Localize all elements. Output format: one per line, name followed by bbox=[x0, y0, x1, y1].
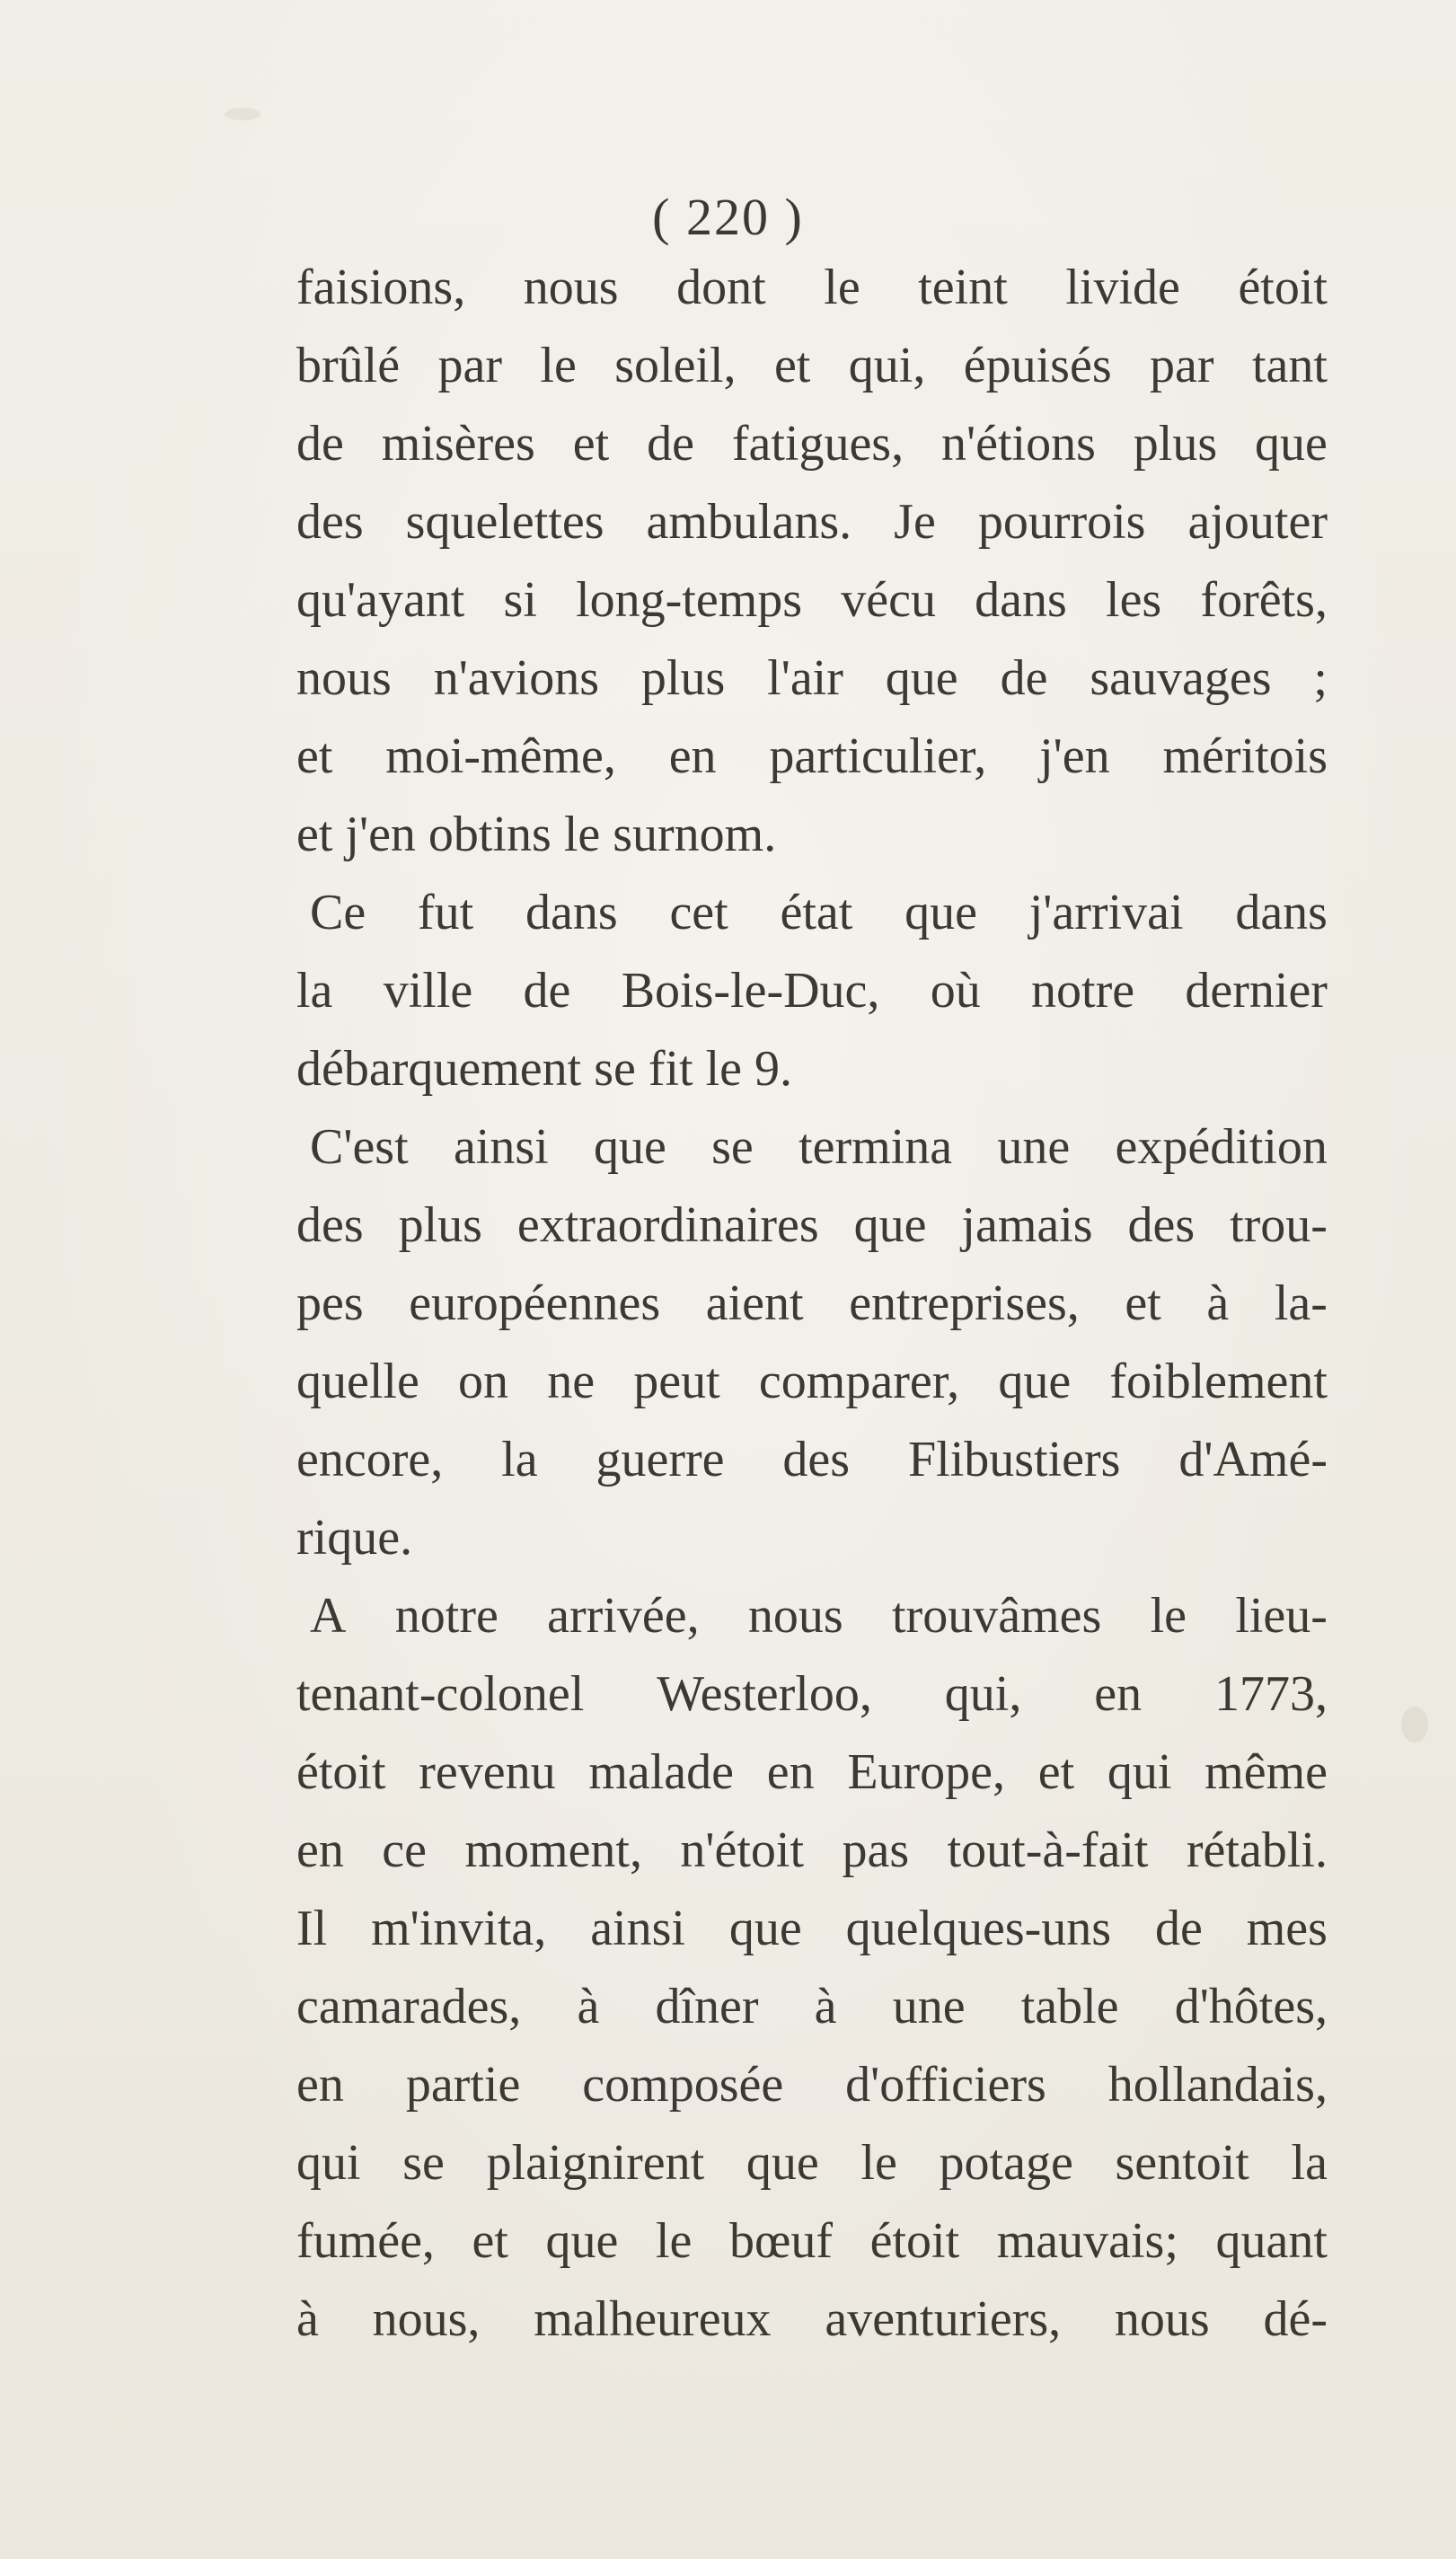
word: que bbox=[545, 2213, 619, 2269]
word: que bbox=[746, 2135, 819, 2191]
word: m'invita, bbox=[371, 1901, 547, 1956]
word: long-temps bbox=[576, 572, 803, 628]
word: quelques-uns bbox=[845, 1901, 1112, 1956]
word: trouvâmes bbox=[891, 1588, 1102, 1644]
word: dîner bbox=[655, 1979, 759, 2034]
word: dé- bbox=[1263, 2291, 1328, 2347]
word: où bbox=[930, 963, 981, 1019]
text-line bbox=[296, 262, 1328, 313]
word: et bbox=[773, 338, 811, 393]
word: si bbox=[503, 572, 537, 628]
word: tant bbox=[1251, 338, 1328, 393]
word: des bbox=[1127, 1197, 1196, 1253]
text-line bbox=[296, 728, 1328, 784]
word: et bbox=[1125, 1275, 1161, 1331]
word: le bbox=[1150, 1588, 1187, 1644]
word: aventuriers, bbox=[825, 2291, 1062, 2347]
word: plus bbox=[398, 1197, 482, 1253]
word: que bbox=[853, 1197, 927, 1253]
word: n'étions bbox=[941, 416, 1096, 472]
word: à bbox=[814, 1979, 837, 2034]
word: bœuf bbox=[728, 2213, 834, 2269]
word: quant bbox=[1215, 2213, 1328, 2269]
word: par bbox=[1150, 338, 1214, 393]
word: ambulans. bbox=[646, 494, 852, 550]
word: en bbox=[296, 1822, 344, 1878]
word: et bbox=[296, 728, 333, 784]
text-line bbox=[296, 1744, 1328, 1800]
word: en bbox=[668, 728, 717, 784]
word: que bbox=[728, 1901, 802, 1956]
word: tout-à-fait bbox=[947, 1822, 1149, 1878]
word: de bbox=[1155, 1901, 1203, 1956]
word: des bbox=[296, 494, 364, 550]
word: que bbox=[1255, 416, 1328, 472]
word: européennes bbox=[409, 1275, 661, 1331]
word: n'étoit bbox=[680, 1822, 805, 1878]
word: Bois-le-Duc, bbox=[621, 963, 880, 1019]
word: pas bbox=[842, 1822, 910, 1878]
word: misères bbox=[381, 416, 535, 472]
word: encore, bbox=[296, 1432, 444, 1487]
word: peut bbox=[633, 1354, 720, 1409]
word: qu'ayant bbox=[296, 572, 465, 628]
word: dont bbox=[676, 260, 766, 315]
text-line bbox=[296, 572, 1328, 628]
word: entreprises, bbox=[849, 1275, 1080, 1331]
word: malade bbox=[588, 1744, 735, 1800]
word: ainsi bbox=[453, 1119, 549, 1175]
text-line bbox=[310, 1119, 1328, 1175]
word: trou- bbox=[1230, 1197, 1328, 1253]
word: étoit bbox=[296, 1744, 386, 1800]
word: le bbox=[655, 2213, 693, 2269]
word: et bbox=[472, 2213, 508, 2269]
word: C'est bbox=[310, 1119, 409, 1175]
word: on bbox=[458, 1354, 509, 1409]
word: notre bbox=[394, 1588, 499, 1644]
text-line: débarquement se fit le 9. bbox=[296, 1041, 793, 1097]
word: comparer, bbox=[758, 1354, 960, 1409]
word: lieu- bbox=[1235, 1588, 1328, 1644]
word: quelle bbox=[296, 1354, 419, 1409]
word: squelettes bbox=[405, 494, 604, 550]
word: Flibustiers bbox=[908, 1432, 1121, 1487]
word: Je bbox=[894, 494, 936, 550]
word: et bbox=[1037, 1744, 1075, 1800]
word: soleil, bbox=[614, 338, 737, 393]
word: étoit bbox=[869, 2213, 960, 2269]
word: la bbox=[296, 963, 333, 1019]
text-line bbox=[310, 1588, 1328, 1644]
word: qui, bbox=[848, 338, 926, 393]
text-line bbox=[296, 340, 1328, 391]
word: plaignirent bbox=[486, 2135, 705, 2191]
word: ne bbox=[547, 1354, 596, 1409]
word: une bbox=[892, 1979, 966, 2034]
word: à bbox=[577, 1979, 600, 2034]
word: Il bbox=[296, 1901, 328, 1956]
text-line bbox=[296, 1981, 1328, 2032]
word: malheureux bbox=[534, 2291, 772, 2347]
word: camarades, bbox=[296, 1979, 522, 2034]
word: l'air bbox=[767, 650, 843, 706]
paper-stain bbox=[225, 108, 260, 120]
word: fut bbox=[418, 885, 474, 940]
word: sauvages bbox=[1090, 650, 1272, 706]
text-line bbox=[296, 1822, 1328, 1878]
word: particulier, bbox=[769, 728, 987, 784]
text-line bbox=[296, 2135, 1328, 2191]
word: livide bbox=[1065, 260, 1180, 315]
word: aient bbox=[705, 1275, 804, 1331]
word: arrivée, bbox=[547, 1588, 700, 1644]
word: se bbox=[402, 2135, 445, 2191]
word: qui, bbox=[944, 1666, 1022, 1722]
text-line bbox=[296, 1434, 1328, 1485]
word: fumée, bbox=[296, 2213, 435, 2269]
word: en bbox=[1094, 1666, 1143, 1722]
word: rétabli. bbox=[1186, 1822, 1328, 1878]
word: de bbox=[647, 416, 694, 472]
text-line bbox=[296, 963, 1328, 1019]
word: ce bbox=[382, 1822, 428, 1878]
word: notre bbox=[1031, 963, 1135, 1019]
word: forêts, bbox=[1200, 572, 1328, 628]
word: plus bbox=[640, 650, 726, 706]
word: que bbox=[885, 650, 958, 706]
text-line bbox=[296, 1903, 1328, 1954]
word: teint bbox=[918, 260, 1008, 315]
text-line bbox=[296, 2291, 1328, 2347]
word: Ce bbox=[310, 885, 366, 940]
word: à bbox=[296, 2291, 319, 2347]
word: la- bbox=[1274, 1275, 1328, 1331]
word: nous bbox=[747, 1588, 843, 1644]
text-line bbox=[296, 1666, 1328, 1722]
word: guerre bbox=[596, 1432, 725, 1487]
word: A bbox=[310, 1588, 347, 1644]
word: étoit bbox=[1238, 260, 1328, 315]
text-line bbox=[296, 1356, 1328, 1407]
text-line: rique. bbox=[296, 1510, 413, 1566]
word: fatigues, bbox=[731, 416, 904, 472]
word: une bbox=[997, 1119, 1071, 1175]
word: expédition bbox=[1115, 1119, 1328, 1175]
word: d'Amé- bbox=[1178, 1432, 1328, 1487]
word: 1773, bbox=[1214, 1666, 1328, 1722]
word: hollandais, bbox=[1107, 2057, 1328, 2113]
text-line bbox=[296, 1275, 1328, 1331]
word: de bbox=[296, 416, 344, 472]
word: ajouter bbox=[1187, 494, 1328, 550]
word: les bbox=[1106, 572, 1162, 628]
word: j'en bbox=[1039, 728, 1110, 784]
word: et bbox=[572, 416, 610, 472]
word: dans bbox=[1235, 885, 1328, 940]
word: état bbox=[780, 885, 853, 940]
word: dans bbox=[525, 885, 618, 940]
word: pes bbox=[296, 1275, 364, 1331]
word: que bbox=[904, 885, 977, 940]
word: qui bbox=[1107, 1744, 1172, 1800]
word: la bbox=[501, 1432, 538, 1487]
word: nous bbox=[296, 650, 392, 706]
word: table bbox=[1020, 1979, 1119, 2034]
word: d'officiers bbox=[845, 2057, 1046, 2113]
word: se bbox=[711, 1119, 754, 1175]
word: cet bbox=[669, 885, 728, 940]
page-number: ( 220 ) bbox=[652, 188, 804, 246]
word: revenu bbox=[419, 1744, 556, 1800]
word: par bbox=[437, 338, 502, 393]
word: jamais bbox=[961, 1197, 1093, 1253]
word: en bbox=[766, 1744, 815, 1800]
word: en bbox=[296, 2057, 344, 2113]
word: le bbox=[860, 2135, 897, 2191]
word: sentoit bbox=[1115, 2135, 1249, 2191]
word: de bbox=[523, 963, 571, 1019]
text-line bbox=[296, 416, 1328, 472]
word: potage bbox=[939, 2135, 1073, 2191]
word: foiblement bbox=[1109, 1354, 1328, 1409]
word: méritois bbox=[1162, 728, 1328, 784]
text-line bbox=[296, 2057, 1328, 2113]
word: vécu bbox=[841, 572, 936, 628]
word: termina bbox=[799, 1119, 953, 1175]
word: nous bbox=[523, 260, 619, 315]
text-line bbox=[296, 650, 1328, 706]
word: extraordinaires bbox=[516, 1197, 819, 1253]
word: ainsi bbox=[590, 1901, 685, 1956]
word: que bbox=[998, 1354, 1072, 1409]
word: d'hôtes, bbox=[1174, 1979, 1328, 2034]
text-line: et j'en obtins le surnom. bbox=[296, 807, 777, 862]
word: à bbox=[1206, 1275, 1230, 1331]
word: j'arrivai bbox=[1028, 885, 1184, 940]
word: mauvais; bbox=[996, 2213, 1178, 2269]
word: des bbox=[782, 1432, 851, 1487]
word: même bbox=[1205, 1744, 1328, 1800]
word: pourrois bbox=[977, 494, 1146, 550]
word: mes bbox=[1246, 1901, 1328, 1956]
word: qui bbox=[296, 2135, 361, 2191]
word: de bbox=[1000, 650, 1048, 706]
word: dernier bbox=[1185, 963, 1328, 1019]
text-line bbox=[296, 494, 1328, 550]
word: moment, bbox=[464, 1822, 642, 1878]
word: dans bbox=[975, 572, 1067, 628]
word: ; bbox=[1313, 650, 1328, 706]
word: moi-même, bbox=[385, 728, 616, 784]
word: épuisés bbox=[963, 338, 1112, 393]
word: que bbox=[593, 1119, 666, 1175]
text-line bbox=[296, 2213, 1328, 2269]
word: n'avions bbox=[433, 650, 599, 706]
text-line bbox=[310, 887, 1328, 938]
word: composée bbox=[582, 2057, 784, 2113]
text-line bbox=[296, 1197, 1328, 1253]
word: la bbox=[1291, 2135, 1328, 2191]
word: brûlé bbox=[296, 338, 401, 393]
word: plus bbox=[1133, 416, 1218, 472]
word: tenant-colonel bbox=[296, 1666, 585, 1722]
word: le bbox=[824, 260, 860, 315]
word: nous, bbox=[372, 2291, 481, 2347]
paper-stain bbox=[1401, 1707, 1428, 1743]
word: nous bbox=[1114, 2291, 1210, 2347]
word: partie bbox=[405, 2057, 521, 2113]
word: ville bbox=[383, 963, 473, 1019]
word: Europe, bbox=[847, 1744, 1006, 1800]
word: le bbox=[540, 338, 577, 393]
word: faisions, bbox=[296, 260, 466, 315]
word: Westerloo, bbox=[657, 1666, 872, 1722]
word: des bbox=[296, 1197, 364, 1253]
